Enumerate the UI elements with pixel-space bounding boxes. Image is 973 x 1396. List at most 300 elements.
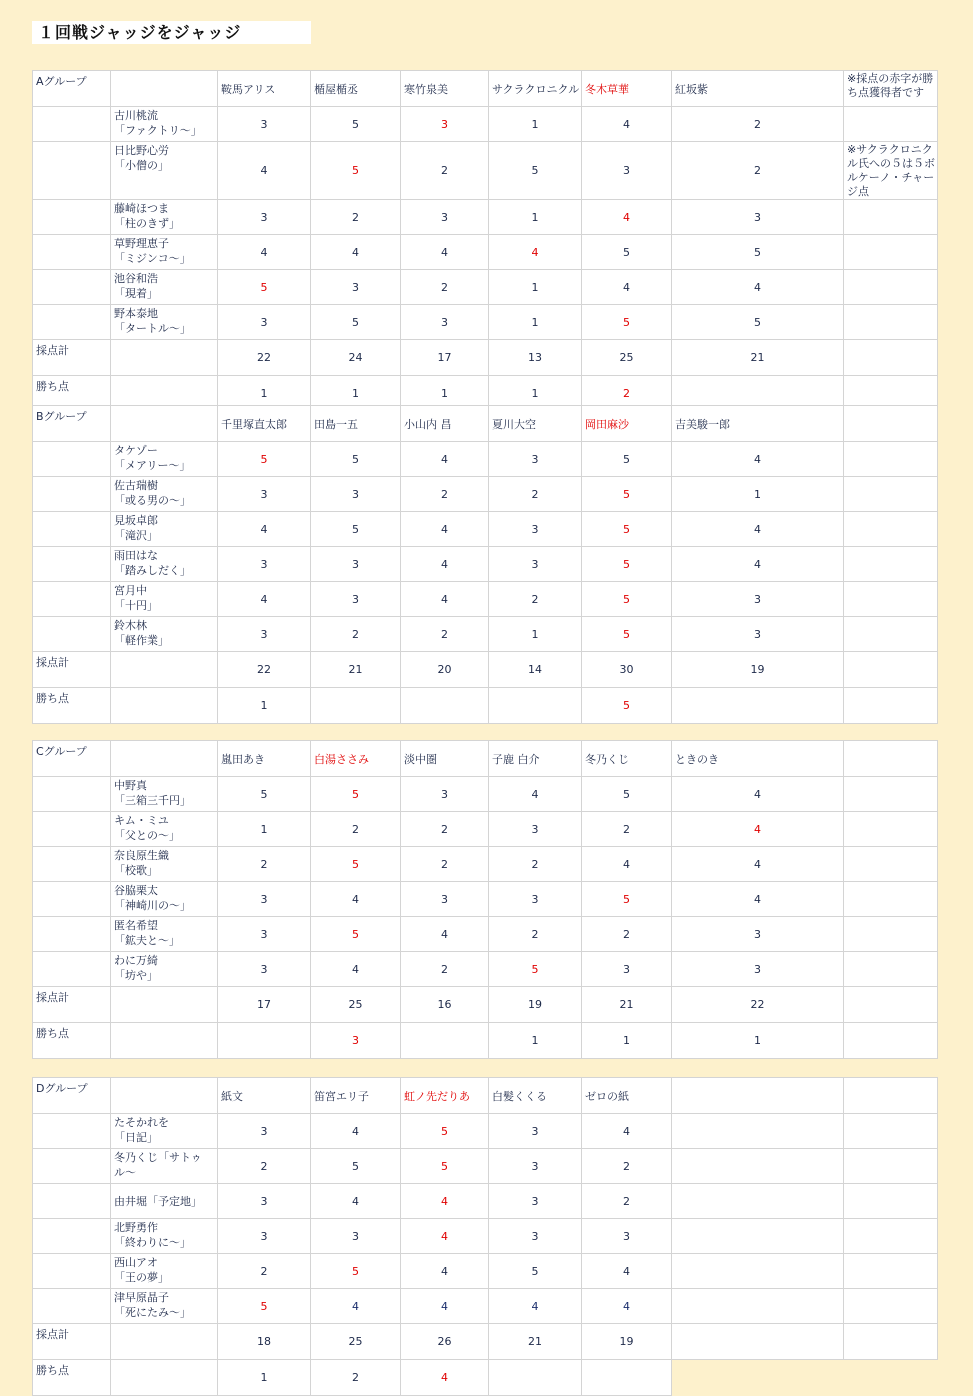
contestant-name: 小山内 昌 (401, 406, 489, 442)
score-cell: 3 (218, 547, 311, 582)
judge-name: 池谷和浩 (114, 272, 158, 285)
row-blank-cell (33, 200, 111, 235)
score-cell: 4 (582, 847, 672, 882)
judge-work-title: 「王の夢」 (114, 1271, 169, 1284)
score-cell: 5 (582, 882, 672, 917)
note-cell (844, 1149, 938, 1184)
total-cell: 22 (218, 340, 311, 376)
total-cell: 17 (401, 340, 489, 376)
group-table (32, 1077, 938, 1396)
judge-cell (111, 1149, 218, 1184)
score-cell: 4 (489, 235, 582, 270)
total-cell: 19 (489, 987, 582, 1023)
score-cell: 3 (218, 917, 311, 952)
judge-name: 草野理恵子 (114, 237, 169, 250)
contestant-name: 冬乃くじ (582, 741, 672, 777)
score-cell: 3 (489, 547, 582, 582)
judge-name: 津早原晶子 (114, 1291, 169, 1304)
note-cell (844, 652, 938, 688)
judge-cell (111, 142, 218, 200)
total-row (33, 340, 938, 376)
note-cell (844, 812, 938, 847)
points-row (33, 1023, 938, 1059)
judge-work-title: 「校歌」 (114, 864, 158, 877)
page-title: １回戦ジャッジをジャッジ (32, 21, 311, 44)
score-cell: 5 (582, 477, 672, 512)
note-cell (844, 987, 938, 1023)
judge-cell (111, 1219, 218, 1254)
judge-work-title: 「小僧の」 (114, 159, 169, 172)
contestant-name: 虹ノ先だりあ (401, 1078, 489, 1114)
note-cell (844, 512, 938, 547)
score-cell: 5 (218, 442, 311, 477)
contestant-name: 岡田麻沙 (582, 406, 672, 442)
note-cell (844, 270, 938, 305)
judge-work-title: 「滝沢」 (114, 529, 158, 542)
judge-work-title: 「父との～」 (114, 829, 180, 842)
judge-name: 中野真 (114, 779, 147, 792)
points-row (33, 1360, 938, 1396)
score-cell: 3 (218, 1219, 311, 1254)
row-blank-cell (33, 847, 111, 882)
score-cell: 5 (489, 142, 582, 200)
score-cell: 3 (311, 1219, 401, 1254)
score-cell: 5 (311, 442, 401, 477)
judge-cell (111, 1114, 218, 1149)
contestant-name: 白髪くくる (489, 1078, 582, 1114)
judge-cell (111, 882, 218, 917)
score-cell: 3 (218, 882, 311, 917)
note-cell (844, 617, 938, 652)
score-cell: 4 (401, 235, 489, 270)
note-cell (844, 340, 938, 376)
points-cell (311, 688, 401, 724)
total-label: 採点計 (33, 652, 111, 688)
score-cell: 4 (582, 1114, 672, 1149)
total-cell: 19 (672, 652, 844, 688)
score-cell: 4 (401, 1254, 489, 1289)
judge-row (33, 1254, 938, 1289)
points-cell (401, 688, 489, 724)
score-cell: 4 (401, 1219, 489, 1254)
judge-row (33, 847, 938, 882)
judge-name: 藤崎ほつま (114, 202, 169, 215)
points-cell: 1 (218, 688, 311, 724)
score-cell: 1 (218, 812, 311, 847)
judge-name: 西山アオ (114, 1256, 158, 1269)
note-cell (844, 1254, 938, 1289)
score-cell: 4 (582, 270, 672, 305)
judge-work-title: 「ファクトリ～」 (114, 124, 202, 137)
total-cell: 19 (582, 1324, 672, 1360)
score-cell: 3 (401, 107, 489, 142)
judge-cell (111, 442, 218, 477)
points-label: 勝ち点 (33, 376, 111, 412)
judge-work-title: 「或る男の～」 (114, 494, 191, 507)
row-blank-cell (33, 882, 111, 917)
score-cell: 5 (672, 235, 844, 270)
contestant-name: 鞍馬アリス (218, 71, 311, 107)
score-cell: 2 (489, 477, 582, 512)
score-cell: 2 (311, 812, 401, 847)
judge-name: 野本泰地 (114, 307, 158, 320)
score-cell: 5 (672, 305, 844, 340)
judge-row (33, 270, 938, 305)
judge-work-title: 「終わりに～」 (114, 1236, 191, 1249)
group-label: Aグループ (33, 71, 111, 107)
points-cell (489, 1360, 582, 1396)
score-cell (672, 1254, 844, 1289)
score-cell: 3 (672, 200, 844, 235)
row-blank-cell (111, 652, 218, 688)
score-cell: 2 (672, 142, 844, 200)
row-blank-cell (33, 1184, 111, 1219)
note-cell (844, 582, 938, 617)
judge-cell (111, 847, 218, 882)
score-cell: 4 (582, 1254, 672, 1289)
row-blank-cell (33, 305, 111, 340)
judge-cell (111, 617, 218, 652)
score-cell: 5 (582, 442, 672, 477)
judge-row (33, 305, 938, 340)
score-cell: 4 (672, 847, 844, 882)
score-cell: 2 (582, 1184, 672, 1219)
score-cell: 5 (311, 847, 401, 882)
score-cell: 4 (582, 1289, 672, 1324)
score-cell: 3 (582, 1219, 672, 1254)
judge-work-title: 「踏みしだく」 (114, 564, 191, 577)
score-cell: 3 (218, 952, 311, 987)
total-label: 採点計 (33, 1324, 111, 1360)
points-cell: 3 (311, 1023, 401, 1059)
score-cell: 5 (582, 235, 672, 270)
note-cell (844, 952, 938, 987)
score-cell: 4 (218, 235, 311, 270)
header-blank-cell (111, 406, 218, 442)
header-blank-cell (111, 71, 218, 107)
judge-row (33, 512, 938, 547)
judge-row (33, 547, 938, 582)
score-cell: 5 (218, 777, 311, 812)
score-cell: 5 (311, 305, 401, 340)
score-cell: 3 (311, 270, 401, 305)
note-cell (844, 882, 938, 917)
note-cell (844, 1324, 938, 1360)
judge-work-title: 「三箱三千円」 (114, 794, 191, 807)
score-cell: 2 (401, 812, 489, 847)
total-cell: 13 (489, 340, 582, 376)
judge-row (33, 442, 938, 477)
score-cell: 4 (672, 270, 844, 305)
score-cell: 5 (311, 1149, 401, 1184)
contestant-name: サクラクロニクル (489, 71, 582, 107)
points-cell: 1 (218, 1360, 311, 1396)
score-cell: 3 (489, 1219, 582, 1254)
row-blank-cell (33, 777, 111, 812)
contestant-name: 寒竹泉美 (401, 71, 489, 107)
judge-name: 匿名希望 (114, 919, 158, 932)
points-cell (672, 1360, 844, 1396)
row-blank-cell (33, 235, 111, 270)
group-table (32, 70, 938, 412)
note-cell (844, 477, 938, 512)
total-cell: 30 (582, 652, 672, 688)
score-cell: 2 (401, 617, 489, 652)
score-cell: 3 (489, 1184, 582, 1219)
score-cell: 3 (582, 142, 672, 200)
judge-work-title: 「鉱夫と～」 (114, 934, 180, 947)
contestant-name: 吉美駿一郎 (672, 406, 844, 442)
judge-cell (111, 547, 218, 582)
score-cell: 2 (489, 847, 582, 882)
score-cell: 2 (218, 847, 311, 882)
total-cell: 22 (218, 652, 311, 688)
score-cell: 4 (311, 1114, 401, 1149)
note-cell (844, 847, 938, 882)
judge-work-title: 「ミジンコ～」 (114, 252, 191, 265)
judge-name: キム・ミユ (114, 814, 169, 827)
contestant-name: 夏川大空 (489, 406, 582, 442)
row-blank-cell (33, 512, 111, 547)
judge-work-title: 「軽作業」 (114, 634, 169, 647)
judge-name: 日比野心労 (114, 144, 169, 157)
row-blank-cell (33, 547, 111, 582)
contestant-name: 紅坂紫 (672, 71, 844, 107)
score-cell: 3 (489, 812, 582, 847)
points-label: 勝ち点 (33, 1360, 111, 1396)
judge-row (33, 917, 938, 952)
header-blank-cell (111, 741, 218, 777)
total-cell: 18 (218, 1324, 311, 1360)
total-row (33, 987, 938, 1023)
score-cell: 4 (311, 235, 401, 270)
score-cell: 3 (489, 1149, 582, 1184)
points-cell: 1 (582, 1023, 672, 1059)
row-blank-cell (33, 1114, 111, 1149)
judge-row (33, 952, 938, 987)
note-cell (844, 1184, 938, 1219)
note-cell (844, 547, 938, 582)
points-cell (218, 1023, 311, 1059)
score-cell: 3 (218, 107, 311, 142)
judge-name: 奈良原生織 (114, 849, 169, 862)
points-cell: 1 (218, 376, 311, 412)
judge-name: 冬乃くじ「サトゥ (114, 1151, 202, 1164)
score-cell: 4 (672, 812, 844, 847)
note-cell: ※サクラクロニクル氏への５は５ボルケーノ・チャージ点 (844, 142, 938, 200)
row-blank-cell (33, 270, 111, 305)
total-cell: 24 (311, 340, 401, 376)
judge-work-title: 「現着」 (114, 287, 158, 300)
header-row (33, 1078, 938, 1114)
total-cell: 21 (489, 1324, 582, 1360)
note-cell (844, 777, 938, 812)
row-blank-cell (33, 617, 111, 652)
judge-work-title: 「死にたみ～」 (114, 1306, 191, 1319)
group-table (32, 405, 938, 724)
group-table (32, 740, 938, 1059)
points-row (33, 688, 938, 724)
score-cell: 5 (311, 917, 401, 952)
points-label: 勝ち点 (33, 1023, 111, 1059)
score-cell: 4 (672, 512, 844, 547)
score-cell: 5 (311, 142, 401, 200)
judge-row (33, 777, 938, 812)
score-cell: 5 (401, 1149, 489, 1184)
judge-cell (111, 1254, 218, 1289)
contestant-name: 淡中圏 (401, 741, 489, 777)
points-cell (672, 688, 844, 724)
score-cell: 2 (218, 1149, 311, 1184)
score-cell: 4 (218, 142, 311, 200)
score-cell: 4 (311, 1184, 401, 1219)
note-cell (844, 235, 938, 270)
judge-row (33, 477, 938, 512)
judge-row (33, 582, 938, 617)
points-cell: 2 (582, 376, 672, 412)
judge-cell (111, 777, 218, 812)
contestant-name: 田島一五 (311, 406, 401, 442)
score-cell: 3 (489, 1114, 582, 1149)
judge-cell (111, 477, 218, 512)
score-cell: 4 (672, 442, 844, 477)
row-blank-cell (33, 812, 111, 847)
score-cell: 3 (218, 200, 311, 235)
note-cell (844, 200, 938, 235)
score-cell: 3 (672, 952, 844, 987)
row-blank-cell (33, 477, 111, 512)
total-cell: 21 (582, 987, 672, 1023)
note-cell (844, 442, 938, 477)
total-cell: 25 (311, 987, 401, 1023)
score-cell (672, 1114, 844, 1149)
judge-name: タケゾー (114, 444, 158, 457)
score-cell: 2 (489, 917, 582, 952)
header-row (33, 741, 938, 777)
score-cell: 2 (582, 917, 672, 952)
group-label: Cグループ (33, 741, 111, 777)
score-cell: 4 (401, 582, 489, 617)
row-blank-cell (111, 1324, 218, 1360)
score-cell: 1 (672, 477, 844, 512)
contestant-name: ゼロの紙 (582, 1078, 672, 1114)
score-cell: 5 (582, 305, 672, 340)
row-blank-cell (33, 917, 111, 952)
score-cell: 2 (311, 200, 401, 235)
score-cell: 5 (218, 1289, 311, 1324)
score-cell: 3 (218, 617, 311, 652)
score-cell: 3 (401, 882, 489, 917)
judge-work-title: 「日記」 (114, 1131, 158, 1144)
score-cell: 3 (311, 582, 401, 617)
score-cell: 4 (582, 107, 672, 142)
points-cell: 1 (489, 376, 582, 412)
judge-name: 鈴木林 (114, 619, 147, 632)
judge-cell (111, 235, 218, 270)
score-cell: 5 (401, 1114, 489, 1149)
points-cell (401, 1023, 489, 1059)
judge-cell (111, 1289, 218, 1324)
note-cell (844, 1114, 938, 1149)
points-label: 勝ち点 (33, 688, 111, 724)
note-cell (844, 1219, 938, 1254)
note-cell (844, 305, 938, 340)
header-row (33, 406, 938, 442)
note-header (844, 1078, 938, 1114)
judge-cell (111, 200, 218, 235)
judge-row (33, 1184, 938, 1219)
score-cell: 1 (489, 200, 582, 235)
score-cell: 5 (311, 512, 401, 547)
score-cell: 2 (582, 1149, 672, 1184)
judge-cell (111, 107, 218, 142)
judge-row (33, 142, 938, 200)
score-cell: 2 (218, 1254, 311, 1289)
row-blank-cell (33, 142, 111, 200)
total-cell: 25 (311, 1324, 401, 1360)
judge-name: 佐古瑞樹 (114, 479, 158, 492)
judge-row (33, 617, 938, 652)
total-cell: 16 (401, 987, 489, 1023)
note-cell (844, 107, 938, 142)
points-cell: 1 (672, 1023, 844, 1059)
total-cell: 22 (672, 987, 844, 1023)
score-cell: 3 (218, 1114, 311, 1149)
score-cell: 3 (311, 477, 401, 512)
score-cell (672, 1184, 844, 1219)
judge-work-title: 「柱のきず」 (114, 217, 180, 230)
score-cell: 3 (401, 305, 489, 340)
contestant-name: 冬木草華 (582, 71, 672, 107)
total-cell: 25 (582, 340, 672, 376)
row-blank-cell (33, 952, 111, 987)
score-cell: 5 (582, 547, 672, 582)
score-cell: 1 (489, 617, 582, 652)
judge-cell (111, 512, 218, 547)
score-cell: 5 (582, 512, 672, 547)
judge-name: 宮月中 (114, 584, 147, 597)
note-cell (844, 1023, 938, 1059)
contestant-name: ときのき (672, 741, 844, 777)
score-cell: 4 (672, 777, 844, 812)
note-cell (844, 1360, 938, 1396)
row-blank-cell (33, 1219, 111, 1254)
header-blank-cell (111, 1078, 218, 1114)
total-row (33, 652, 938, 688)
row-blank-cell (111, 688, 218, 724)
judge-name: 北野勇作 (114, 1221, 158, 1234)
judge-row (33, 882, 938, 917)
group-label: Bグループ (33, 406, 111, 442)
score-cell: 4 (582, 200, 672, 235)
score-cell: 2 (401, 952, 489, 987)
points-cell: 2 (311, 1360, 401, 1396)
score-cell: 2 (582, 812, 672, 847)
judge-name: 谷脇栗太 (114, 884, 158, 897)
row-blank-cell (33, 1254, 111, 1289)
contestant-name: 紙文 (218, 1078, 311, 1114)
header-row (33, 71, 938, 107)
score-cell: 3 (489, 512, 582, 547)
score-cell: 3 (672, 582, 844, 617)
score-cell: 5 (582, 582, 672, 617)
note-header: ※採点の赤字が勝ち点獲得者です (844, 71, 938, 107)
judge-cell (111, 305, 218, 340)
judge-cell (111, 582, 218, 617)
points-cell (582, 1360, 672, 1396)
judge-work-title: 「タートル～」 (114, 322, 191, 335)
contestant-name: 楯屋楯丞 (311, 71, 401, 107)
